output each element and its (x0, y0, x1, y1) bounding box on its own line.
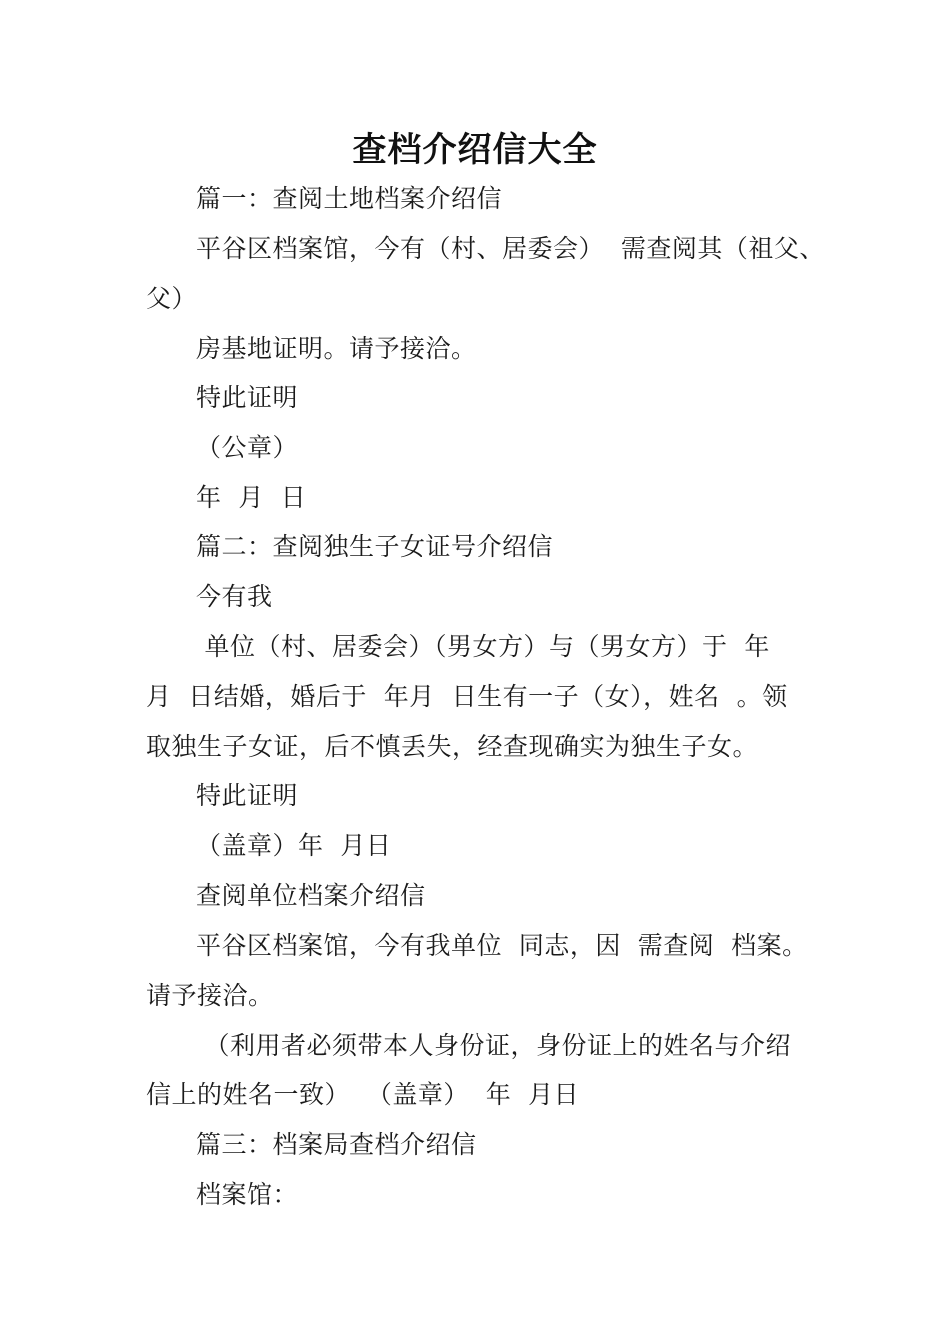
paragraph-line: 平谷区档案馆，今有（村、居委会） 需查阅其（祖父、 (196, 234, 825, 263)
section-heading-1: 篇一：查阅土地档案介绍信 (196, 184, 503, 213)
paragraph-line: 父） (146, 284, 198, 313)
paragraph-line: 请予接洽。 (146, 981, 274, 1010)
section-heading: 查阅单位档案介绍信 (196, 881, 426, 910)
paragraph-line: 月 日结婚，婚后于 年月 日生有一子（女），姓名 。领 (146, 682, 788, 711)
seal-line: （公章） (196, 433, 299, 462)
paragraph-line: 房基地证明。请予接洽。 (196, 334, 477, 363)
paragraph-line: 特此证明 (196, 383, 299, 412)
paragraph-line: 档案馆： (196, 1180, 299, 1209)
date-line: 年 月 日 (196, 483, 307, 512)
paragraph-line: 信上的姓名一致） （盖章） 年 月日 (146, 1080, 580, 1109)
document-title: 查档介绍信大全 (352, 130, 598, 170)
section-heading-3: 篇三：档案局查档介绍信 (196, 1130, 477, 1159)
section-heading-2: 篇二：查阅独生子女证号介绍信 (196, 532, 554, 561)
paragraph-line: 单位（村、居委会）（男女方）与（男女方）于 年 (196, 632, 770, 661)
paragraph-line: 取独生子女证，后不慎丢失，经查现确实为独生子女。 (146, 732, 759, 761)
paragraph-line: （利用者必须带本人身份证，身份证上的姓名与介绍 (196, 1031, 791, 1060)
seal-date-line: （盖章）年 月日 (196, 831, 392, 860)
paragraph-line: 平谷区档案馆，今有我单位 同志，因 需查阅 档案。 (196, 931, 808, 960)
paragraph-line: 今有我 (196, 582, 273, 611)
paragraph-line: 特此证明 (196, 781, 299, 810)
